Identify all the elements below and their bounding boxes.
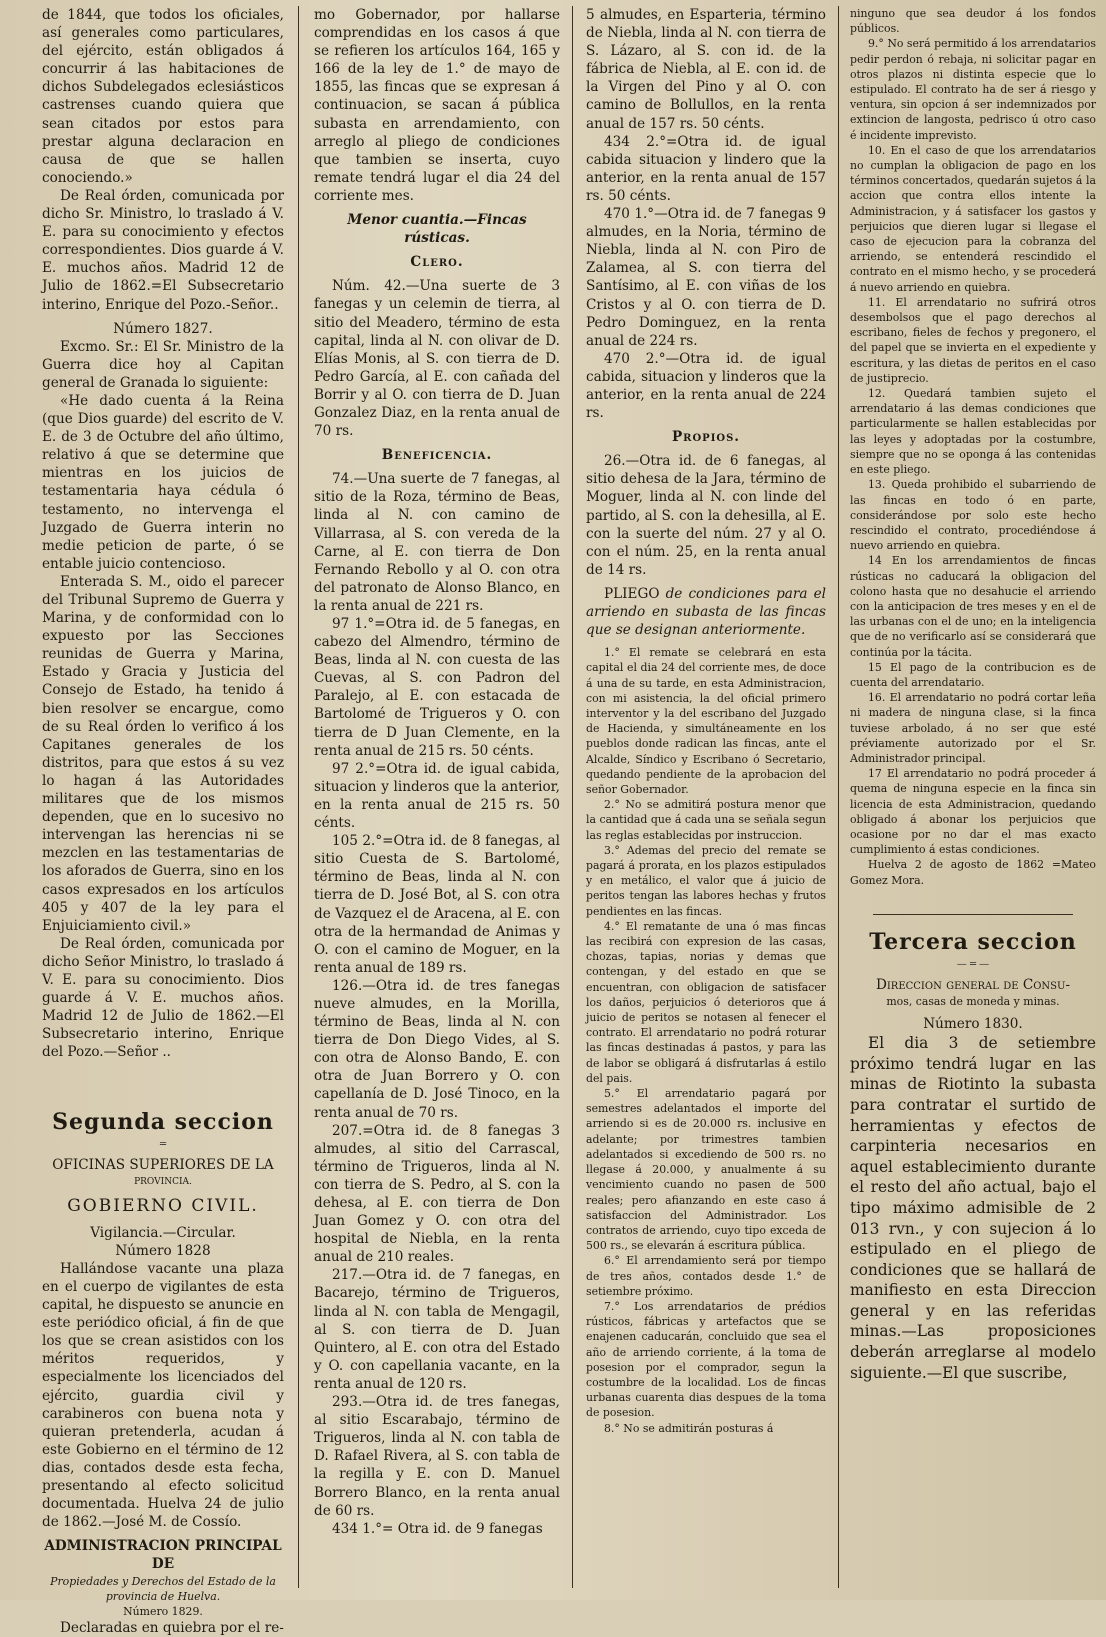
paragraph: 26.—Otra id. de 6 fanegas, al sitio dehesa de la Jara, término de Moguer, linda al N. con linde del partido, al S. con la dehesilla, al E. con la suerte del núm. 27 y al O. con el núm. 25, en la renta anual de 14 rs. [586,453,826,578]
notice-number: Número 1827. [113,320,213,337]
heading: GOBIERNO CIVIL. [67,1195,259,1216]
subheading: mos, casas de moneda y minas. [886,994,1060,1008]
paragraph: Núm. 42.—Una suerte de 3 fanegas y un celemin de tierra, al sitio del Meadero, término de esta capital, linda al N. con olivar de D. Elías Monis, al S. con tierra de D. Pedro García, al E. con cañada del Borrir y al O. con tierra de D. Juan Gonzalez Diaz, en la renta anual de 70 rs. [314,278,560,440]
column-4 [850,6,1096,1594]
paragraph: Hallándose vacante una plaza en el cuerpo de vigilantes de esta capital, he dispuesto se anuncie en este periódico oficial, á fin de que los que se crean asistidos con los méritos requeridos, y especialmente los licenciados del ejército, guardia civil y carabineros con buena nota y quieran pretenderla, acudan á este Gobierno en el término de 12 dias, contados desde esta fecha, presentando al efecto solicitud documentada. Huelva 24 de julio de 1862.—José M. de Cossío. [42,1260,284,1531]
divider: ═ [159,1139,167,1151]
column-1 [42,6,284,1637]
heading: Direccion general de Consu- [875,976,1071,993]
signature-line: Huelva 2 de agosto de 1862 =Mateo Gomez Mora. [850,858,1096,887]
condition: 13. Queda prohibido el subarriendo de las fincas en todo ó en parte, considerándose por solo este hecho rescindido el contrato, procediéndose á nuevo arriendo en quiebra. [850,478,1096,553]
paragraph: 97 2.°=Otra id. de igual cabida, situacion y linderos que la anterior, en la renta anual de 215 rs. 50 cénts. [314,760,560,832]
paragraph: 74.—Una suerte de 7 fanegas, al sitio de la Roza, término de Beas, linda al N. con camino de Villarrasa, al S. con vereda de la Carne, al E. con tierra de Don Fernando Rebollo y al O. con otra del patronato de Alonso Blanco, en la renta anual de 221 rs. [314,471,560,614]
column-rule-2 [572,6,573,1588]
condition: 1.° El remate se celebrará en esta capital el dia 24 del corriente mes, de doce á una de su tarde, en esta Administracion, con mi asistencia, la del oficial primero interventor y la del escribano del Juzgado de Hacienda, y simultáneamente en los pueblos donde radican las fincas, ante el Alcalde, Síndico y Escribano ó Secretario, quedando pendiente de la aprobacion del señor Gobernador. [586,646,826,797]
condition: 15 El pago de la contribucion es de cuenta del arrendatario. [850,660,1096,689]
subheading: PROVINCIA. [134,1176,192,1187]
condition: 16. El arrendatario no podrá cortar leña ni madera de ninguna clase, si la finca tuviese arbolado, á no ser que esté préviamente autorizado por el Sr. Administrador principal. [850,691,1096,765]
paragraph: de 1844, que todos los oficiales, así generales como particulares, del ejército, están obligados á concurrir á las habitaciones de dichos Subdelegados eclesiásticos castrenses cuando quiera que sean citados por estos para prestar alguna declaracion en causa de que se hallen conociendo.» [42,7,284,186]
condition: 6.° El arrendamiento será por tiempo de tres años, contados desde 1.° de setiembre próximo. [586,1254,826,1298]
paragraph: «He dado cuenta á la Reina (que Dios guarde) del escrito de V. E. de 3 de Octubre del año último, relativo á que se determine que mientras en los juicios de testamentaria haya cédula ó testamento, no intervenga el Juzgado de Guerra interin no medie peticion de parte, ó se entable juicio contencioso. [42,392,284,572]
pliego-title: PLIEGO [604,585,660,602]
condition: 2.° No se admitirá postura menor que la cantidad que á cada una se señala segun las reglas establecidas por instruccion. [586,798,826,842]
paragraph: 5 almudes, en Esparteria, término de Niebla, linda al N. con tierra de S. Lázaro, al S. con id. de la fábrica de Niebla, al E. con id. de la Virgen del Pino y al O. con camino de Bollullos, en la renta anual de 157 rs. 50 cénts. [586,7,826,132]
condition: 9.° No será permitido á los arrendatarios pedir perdon ó rebaja, ni solicitar pagar en otros plazos ni distinta especie que lo estipulado. El contrato ha de ser á riesgo y ventura, sin opcion á ser indemnizados por extincion de langosta, pedrisco ú otro caso é incidente imprevisto. [850,37,1096,142]
subheading: Vigilancia.—Circular. [90,1224,236,1241]
condition: 17 El arrendatario no podrá proceder á quema de ninguna especie en la finca sin licencia de esta Administracion, quedando obligado á abonar los perjuicios que ocasione por no dar el mas exacto cumplimiento á estas condiciones. [850,767,1096,857]
paragraph: Excmo. Sr.: El Sr. Ministro de la Guerra dice hoy al Capitan general de Granada lo siguiente: [42,338,284,391]
subheading: Propiedades y Derechos del Estado de la provincia de Huelva. [50,1574,276,1603]
condition: 8.° No se admitirán posturas á [604,1421,774,1435]
condition: 3.° Ademas del precio del remate se pagará á prorata, en los plazos estipulados y en metálico, el valor que á juicio de peritos tengan las labores hechas y frutos pendientes en las fincas. [586,843,826,918]
paragraph: 434 2.°=Otra id. de igual cabida situacion y lindero que la anterior, en la renta anual de 157 rs. 50 cénts. [586,133,826,204]
subheading: Menor cuantia.—Fincas rústicas. [347,212,527,247]
condition: 10. En el caso de que los arrendatarios no cumplan la obligacion de pago en los términos concertados, quedarán sujetos á la accion que contra ellos intente la Administracion, y á satisfacer los gastos y perjuicios que dieren lugar si llegase el caso de ejecucion para la cobranza del arriendo, se entenderá rescindido el contrato en el mismo hecho, y se procederá á nuevo arriendo en quiebra. [850,143,1096,294]
condition: 14 En los arrendamientos de fincas rústicas no caducará la obligacion del colono hasta que no desahucie el arriendo con la anticipacion de tres meses y en el de las urbanas con el de uno; en la inteligencia que de no verificarlo así se considerará que continúa por la tácita. [850,554,1096,659]
paragraph: 217.—Otra id. de 7 fanegas, en Bacarejo, término de Trigueros, linda al N. con tabla de Mengagil, al S. con tierra de D. Juan Quintero, al E. con otra del Estado y O. con capellania vacante, en la renta anual de 120 rs. [314,1267,560,1392]
notice-number: Número 1828 [115,1242,211,1259]
column-rule-1 [298,6,299,1588]
condition: 7.° Los arrendatarios de prédios rústicos, fábricas y artefactos que se enajenen caducarán, concluido que sea el año de arriendo corriente, á la toma de posesion por el comprador, segun la costumbre de la localidad. Los de fincas urbanas cuarenta dias despues de la toma de posesion. [586,1299,826,1420]
condition: ninguno que sea deudor á los fondos públicos. [850,7,1096,36]
condition: 11. El arrendatario no sufrirá otros desembolsos que el pago derechos al escribano, fieles de fechos y pregonero, el del papel que se invierta en el expediente y escritura, y las dietas de peritos en el caso de justiprecio. [850,295,1096,385]
condition: 5.° El arrendatario pagará por semestres adelantados el importe del arriendo si es de 20.000 rs. inclusive en adelante; por trimestres tambien adelantados si excediendo de 500 rs. no llegase á 20.000, y anualmente á su vencimiento cuando no pasen de 500 reales; pero afianzando en este caso á satisfaccion del Administrador. Los contratos de arriendo, cuyo tipo exceda de 500 rs., se elevarán á escritura pública. [586,1087,826,1253]
paragraph: 105 2.°=Otra id. de 8 fanegas, al sitio Cuesta de S. Bartolomé, término de Beas, linda al N. con tierra de D. José Bot, al S. con otra de Vazquez el de Aracena, al E. con otra de la hermandad de Animas y O. con el camino de Moguer, en la renta anual de 189 rs. [314,833,560,976]
paragraph: 470 1.°—Otra id. de 7 fanegas 9 almudes, en la Noria, término de Niebla, linda al N. con Piro de Zalamea, al S. con tierra del Santísimo, al E. con viñas de los Cristos y al O. con tierra de D. Pedro Dominguez, en la renta anual de 224 rs. [586,206,826,349]
condition: 12. Quedará tambien sujeto el arrendatario á las demas condiciones que particularmente se hallen establecidas por las leyes y adoptadas por la costumbre, siempre que no se oponga á las contenidas en este pliego. [850,387,1096,477]
subheading: Clero. [410,254,464,271]
notice-number: Número 1829. [123,1604,203,1618]
section-title: Tercera seccion [869,928,1077,955]
notice-number: Número 1830. [923,1016,1023,1033]
pliego-subtitle: de condiciones para el arriendo en subasta de las fincas que se designan anteriormente. [586,585,826,639]
section-title: Segunda seccion [52,1109,274,1136]
paragraph: De Real órden, comunicada por dicho Sr. Ministro, lo traslado á V. E. para su conocimiento y efectos correspondientes. Dios guarde á V. E. muchos años. Madrid 12 de Julio de 1862.=El Subsecretario interino, Enrique del Pozo.-Señor.. [42,187,284,313]
paragraph: El dia 3 de setiembre próximo tendrá lugar en las minas de Riotinto la subasta para contratar el surtido de herramientas y efectos de carpinteria necesarios en aquel establecimiento durante el resto del año actual, bajo el tipo máximo admisible de 2 013 rvn., y con sujecion á lo estipulado en el pliego de condiciones que se hallará de manifiesto en esta Direccion general y en las referidas minas.—Las proposiciones deberán arreglarse al modelo siguiente.—El que suscribe, [850,1034,1096,1382]
divider [873,914,1073,915]
paragraph: Enterada S. M., oido el parecer del Tribunal Supremo de Guerra y Marina, y de conformidad con lo expuesto por las Secciones reunidas de Guerra y Marina, Estado y Gracia y Justicia del Consejo de Estado, ha tenido á bien resolver se encargue, como de su Real órden lo verifico á los Capitanes generales de los distritos, para que estos á su vez lo hagan á las Autoridades militares que de los mismos dependen, que en lo sucesivo no intervengan las herencias ni se mezclen en las testamentarias de los aforados de Guerra, sino en los casos expresados en los artículos 405 y 407 de la ley para el Enjuiciamiento civil.» [42,573,284,934]
paragraph: Declaradas en quiebra por el re- [60,1620,284,1637]
divider: — ═ — [956,958,990,970]
column-3 [586,6,826,1594]
column-rule-3 [838,6,839,1588]
heading: ADMINISTRACION PRINCIPAL DE [44,1538,282,1573]
paragraph: De Real órden, comunicada por dicho Señor Ministro, lo traslado á V. E. para su conocimiento. Dios guarde á V. E. muchos años. Madrid 12 de Julio de 1862.—El Subsecretario interino, Enrique del Pozo.—Señor .. [42,935,284,1061]
paragraph: 126.—Otra id. de tres fanegas nueve almudes, en la Morilla, término de Beas, linda al N. con tierra de Don Diego Vides, al S. con otra de Alonso Bando, E. con otra de Juan Borrero y O. con capellanía de D. José Tinoco, en la renta anual de 70 rs. [314,977,560,1121]
column-2 [314,6,560,1594]
heading: OFICINAS SUPERIORES DE LA [52,1157,274,1174]
paragraph: 207.=Otra id. de 8 fanegas 3 almudes, al sitio del Carrascal, término de Trigueros, linda al N. con tierra de S. Pedro, al S. con la dehesa, al E. con tierra de Don Juan Gomez y O. con otra del hospital de Niebla, en la renta anual de 210 reales. [314,1122,560,1266]
subheading: Beneficencia. [381,447,493,464]
subheading: Propios. [671,429,741,446]
paragraph: 97 1.°=Otra id. de 5 fanegas, en cabezo del Almendro, término de Beas, linda al N. con cuesta de las Cuevas, al S. con Padron del Paralejo, al E. con estacada de Bartolomé de Trigueros y O. con tierra de D Juan Clemente, en la renta anual de 215 rs. 50 cénts. [314,616,560,759]
paragraph: 434 1.°= Otra id. de 9 fanegas [332,1520,543,1537]
paragraph: 293.—Otra id. de tres fanegas, al sitio Escarabajo, término de Trigueros, linda al N. con tabla de D. Rafael Rivera, al S. con tabla de la regilla y E. con D. Manuel Borrero Blanco, en la renta anual de 60 rs. [314,1394,560,1519]
pliego-heading [586,585,826,639]
paragraph: 470 2.°—Otra id. de igual cabida, situacion y linderos que la anterior, en la renta anual de 224 rs. [586,350,826,422]
paragraph: mo Gobernador, por hallarse comprendidas en los casos á que se refieren los artículos 164, 165 y 166 de la ley de 1.° de mayo de 1855, las fincas que se expresan á continuacion, se sacan á pública subasta en arrendamiento, con arreglo al pliego de condiciones que tambien se inserta, cuyo remate tendrá lugar el dia 24 del corriente mes. [314,7,560,204]
condition: 4.° El rematante de una ó mas fincas las recibirá con expresion de las casas, chozas, tapias, norias y demas que contengan, y del estado en que se encuentran, con obligacion de satisfacer los daños, perjuicios ó deterioros que á juicio de peritos se notasen al fenecer el contrato. El arrendatario no podrá roturar las fincas destinadas á pastos, y para las de labor se obligará á disfrutarlas á estilo del pais. [586,919,826,1085]
